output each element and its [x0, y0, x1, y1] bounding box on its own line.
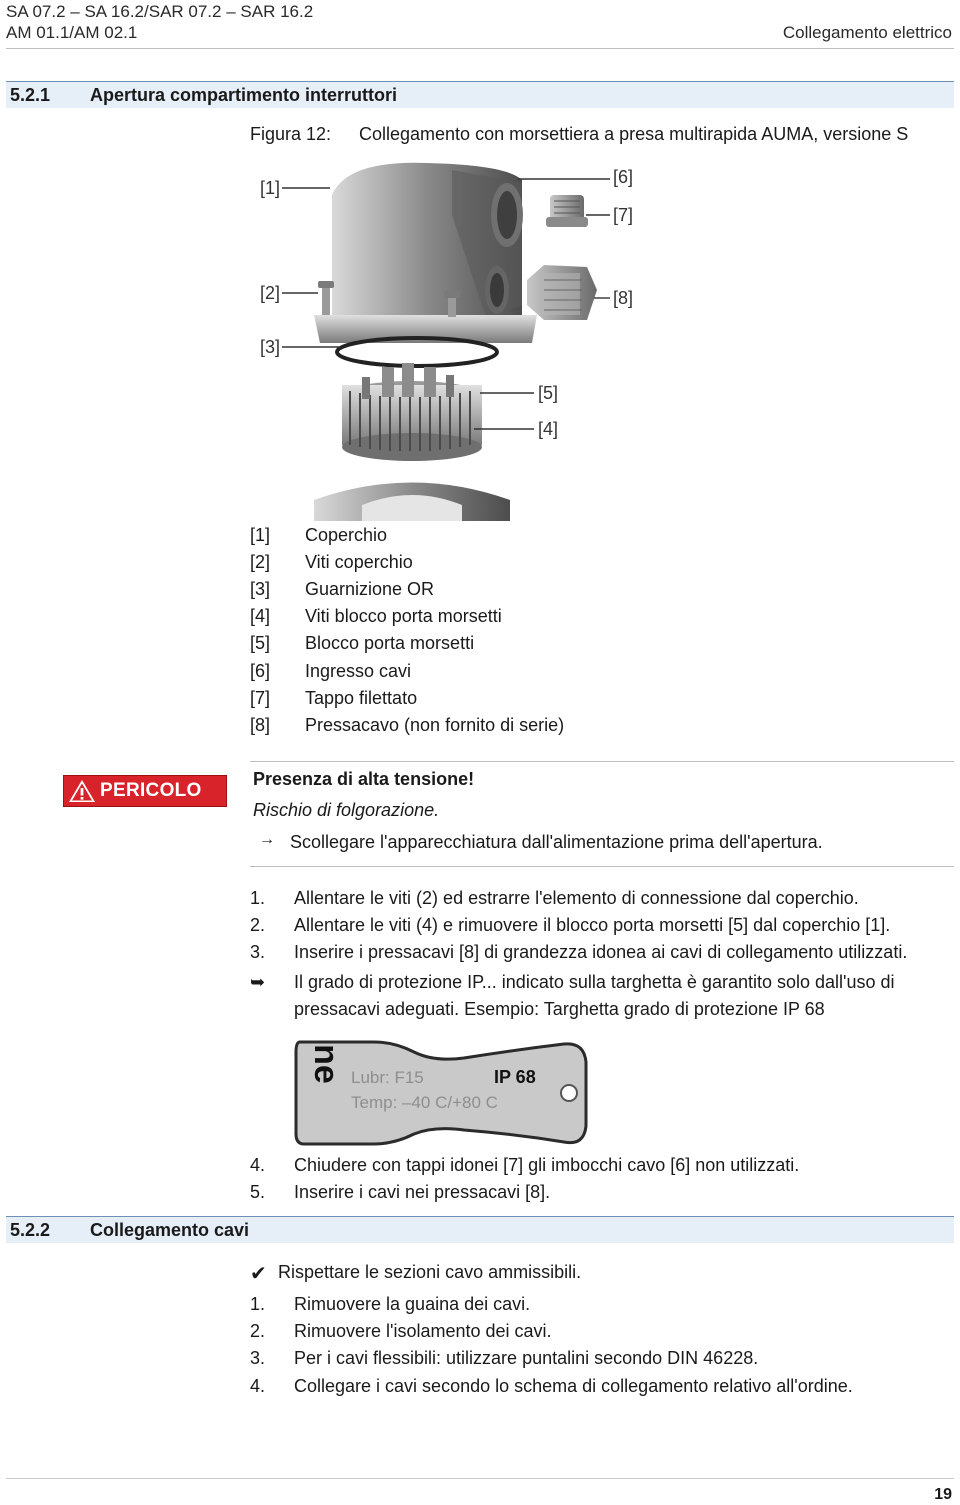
callout-5: [5] — [538, 383, 559, 403]
threaded-plug — [546, 195, 588, 227]
callout-7: [7] — [613, 205, 634, 225]
legend-text: Viti blocco porta morsetti — [305, 606, 502, 626]
arrow-icon: → — [259, 831, 275, 848]
danger-top-rule — [250, 761, 954, 762]
cable-gland — [527, 265, 597, 320]
danger-badge-label: PERICOLO — [100, 780, 202, 801]
checkmark-icon: ✔ — [250, 1263, 267, 1285]
header-divider — [6, 48, 954, 49]
result-line-2: pressacavi adeguati. Esempio: Targhetta grado di protezione IP 68 — [294, 999, 825, 1019]
step-number: 3. — [250, 1348, 266, 1368]
legend-key: [5] — [250, 633, 271, 653]
step-number: 4. — [250, 1155, 266, 1175]
step-number: 2. — [250, 1321, 266, 1341]
step-number: 3. — [250, 942, 266, 962]
legend-key: [6] — [250, 661, 271, 681]
danger-title: Presenza di alta tensione! — [253, 769, 475, 789]
cover-screw-right — [448, 295, 456, 317]
actuator-illustration — [252, 155, 652, 521]
legend-text: Pressacavo (non fornito di serie) — [305, 715, 565, 735]
step-text: Per i cavi flessibili: utilizzare puntalini secondo DIN 46228. — [294, 1348, 759, 1368]
nameplate-temp: Temp: –40 C/+80 C — [351, 1093, 498, 1112]
header-chapter: Collegamento elettrico — [782, 23, 952, 42]
legend-key: [7] — [250, 688, 271, 708]
step-text: Rimuovere l'isolamento dei cavi. — [294, 1321, 552, 1341]
nameplate-lubr: Lubr: F15 — [351, 1068, 424, 1087]
legend-key: [3] — [250, 579, 271, 599]
legend-text: Guarnizione OR — [305, 579, 435, 599]
section-heading-5-2-1 — [6, 81, 954, 108]
step-text: Rimuovere la guaina dei cavi. — [294, 1294, 531, 1314]
step-text: Chiudere con tappi idonei [7] gli imbocchi cavo [6] non utilizzati. — [294, 1155, 800, 1175]
step-text: Inserire i cavi nei pressacavi [8]. — [294, 1182, 551, 1202]
danger-bottom-rule — [250, 866, 954, 867]
callout-1: [1] — [260, 178, 281, 198]
figure-caption: Collegamento con morsettiera a presa multirapida AUMA, versione S — [359, 124, 909, 144]
callout-3: [3] — [260, 337, 281, 357]
callout-6: [6] — [613, 167, 634, 187]
result-arrow-icon: ➥ — [250, 972, 266, 992]
section-heading-5-2-2 — [6, 1216, 954, 1243]
callout-8: [8] — [613, 288, 634, 308]
legend-text: Tappo filettato — [305, 688, 418, 708]
step-number: 5. — [250, 1182, 266, 1202]
callout-2: [2] — [260, 283, 281, 303]
nameplate-ip: IP 68 — [494, 1067, 536, 1087]
danger-badge — [63, 775, 227, 807]
actuator-exploded-figure — [252, 155, 652, 521]
page-number: 19 — [934, 1486, 952, 1503]
legend-key: [1] — [250, 525, 271, 545]
legend-key: [4] — [250, 606, 271, 626]
housing-base — [314, 483, 510, 522]
step-number: 1. — [250, 888, 266, 908]
step-text: Allentare le viti (4) e rimuovere il blocco porta morsetti [5] dal coperchio [1]. — [294, 915, 891, 935]
result-line-1: Il grado di protezione IP... indicato sulla targhetta è garantito solo dall'uso di — [294, 972, 895, 992]
nameplate-logo: ne — [307, 1044, 345, 1084]
ip68-nameplate — [294, 1038, 588, 1148]
step-number: 2. — [250, 915, 266, 935]
header-doc-title-2: AM 01.1/AM 02.1 — [6, 23, 138, 42]
danger-subtitle: Rischio di folgorazione. — [253, 800, 440, 820]
step-text: Allentare le viti (2) ed estrarre l'elemento di connessione dal coperchio. — [294, 888, 859, 908]
figure-label: Figura 12: — [250, 124, 332, 144]
legend-text: Coperchio — [305, 525, 388, 545]
section-number: 5.2.2 — [10, 1220, 51, 1240]
footer-divider — [6, 1478, 954, 1479]
warning-triangle-icon — [68, 779, 96, 803]
step-number: 1. — [250, 1294, 266, 1314]
step-text: Collegare i cavi secondo lo schema di collegamento relativo all'ordine. — [294, 1376, 853, 1396]
danger-action: Scollegare l'apparecchiatura dall'alimentazione prima dell'apertura. — [290, 832, 823, 852]
cover-screw-left — [322, 285, 330, 315]
header-doc-title-1: SA 07.2 – SA 16.2/SAR 07.2 – SAR 16.2 — [6, 2, 314, 21]
callout-4: [4] — [538, 419, 559, 439]
step-number: 4. — [250, 1376, 266, 1396]
section-title: Collegamento cavi — [90, 1220, 250, 1240]
step-text: Inserire i pressacavi [8] di grandezza idonea ai cavi di collegamento utilizzati. — [294, 942, 908, 962]
legend-text: Blocco porta morsetti — [305, 633, 475, 653]
section-number: 5.2.1 — [10, 85, 51, 105]
precondition-text: Rispettare le sezioni cavo ammissibili. — [278, 1262, 582, 1282]
legend-key: [8] — [250, 715, 271, 735]
legend-text: Ingresso cavi — [305, 661, 412, 681]
terminal-carrier — [342, 363, 482, 461]
legend-text: Viti coperchio — [305, 552, 413, 572]
section-title: Apertura compartimento interruttori — [90, 85, 398, 105]
legend-key: [2] — [250, 552, 271, 572]
